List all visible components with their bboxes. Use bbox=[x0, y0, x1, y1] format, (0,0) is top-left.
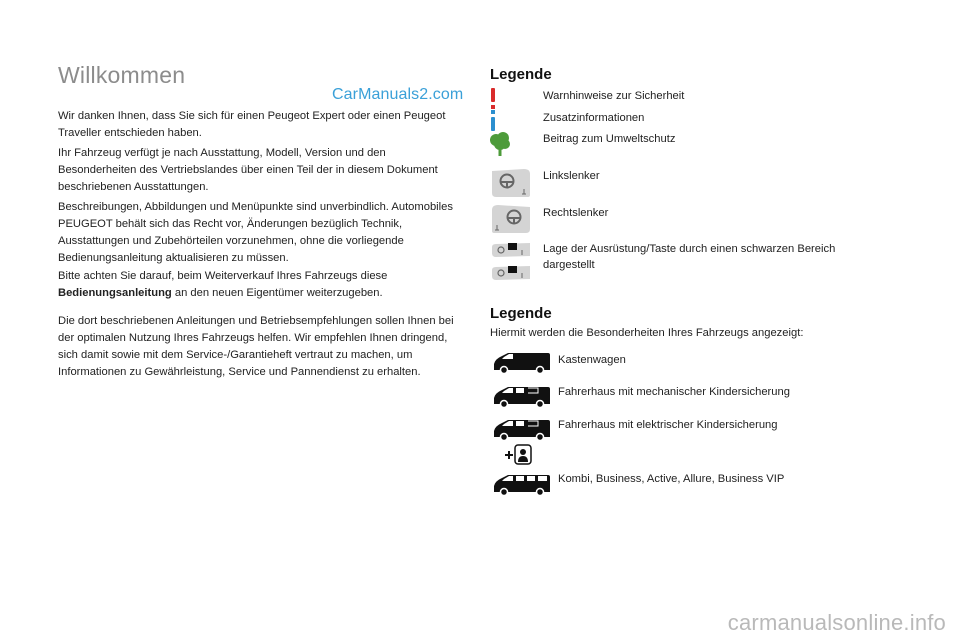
resale-text-bold: Bedienungsanleitung bbox=[58, 287, 172, 299]
intro-paragraph: Wir danken Ihnen, dass Sie sich für einen Peugeot Expert oder einen Peugeot Traveller entschieden haben. bbox=[58, 110, 446, 139]
legend-item-lhd: Linkslenker bbox=[543, 170, 600, 182]
legend-item-kombi: Kombi, Business, Active, Allure, Business VIP bbox=[558, 473, 785, 485]
watermark-carmanuals2: CarManuals2.com bbox=[332, 86, 464, 103]
resale-paragraph bbox=[58, 268, 458, 302]
legend-item-environment: Beitrag zum Umweltschutz bbox=[543, 133, 676, 145]
watermark-carmanualsonline: carmanualsonline.info bbox=[727, 610, 946, 635]
crew-cab-mechanical-icon bbox=[492, 383, 552, 414]
legend-item-black-zone: Lage der Ausrüstung/Taste durch einen schwarzen Bereich dargestellt bbox=[543, 243, 836, 271]
equipment-paragraph: Ihr Fahrzeug verfügt je nach Ausstattung, Modell, Version und den Besonderheiten des Vertriebslandes über einen Teil der in diesem Dokument beschriebenen Ausstattungen. bbox=[58, 147, 438, 193]
legend-item-crew-cab-electric: Fahrerhaus mit elektrischer Kindersicherung bbox=[558, 419, 778, 431]
legend-item-rhd: Rechtslenker bbox=[543, 207, 609, 219]
legend-item-panel-van: Kastenwagen bbox=[558, 354, 626, 366]
disclaimer-paragraph: Beschreibungen, Abbildungen und Menüpunkte sind unverbindlich. Automobiles PEUGEOT behält sich das Recht vor, Änderungen bezüglich Technik, Ausstattungen und Zubehörteilen vorzunehmen, ohne die vorliegende Bedienungsanleitung aktualisieren zu müssen. bbox=[58, 201, 453, 264]
legend-item-crew-cab-mechanical: Fahrerhaus mit mechanischer Kindersicherung bbox=[558, 386, 790, 398]
legend-item-warning: Warnhinweise zur Sicherheit bbox=[543, 90, 685, 102]
kombi-van-icon bbox=[492, 470, 552, 503]
panel-van-icon bbox=[492, 351, 552, 380]
tree-icon bbox=[488, 131, 512, 162]
legend-item-info: Zusatzinformationen bbox=[543, 112, 645, 124]
legend2-intro: Hiermit werden die Besonderheiten Ihres Fahrzeugs angezeigt: bbox=[490, 327, 804, 339]
legend-heading-1: Legende bbox=[490, 66, 552, 83]
crew-cab-electric-icon bbox=[492, 416, 552, 471]
legend-heading-2: Legende bbox=[490, 305, 552, 322]
page-title: Willkommen bbox=[58, 62, 186, 88]
resale-text-a: Bitte achten Sie darauf, beim Weiterverkauf Ihres Fahrzeugs diese bbox=[58, 270, 388, 282]
left-hand-drive-icon bbox=[490, 168, 532, 203]
right-hand-drive-icon bbox=[490, 204, 532, 239]
recommendation-paragraph: Die dort beschriebenen Anleitungen und Betriebsempfehlungen sollen Ihnen bei der optimalen Nutzung Ihres Fahrzeugs helfen. Wir empfehlen Ihnen dringend, sich damit sowie mit dem Service-/Garantieheft vertraut zu machen, um Informationen zu Gewährleistung, Service und Pannendienst zu erhalten. bbox=[58, 315, 454, 378]
resale-text-b: an den neuen Eigentümer weiterzugeben. bbox=[174, 287, 383, 299]
black-zone-icon bbox=[490, 240, 534, 287]
